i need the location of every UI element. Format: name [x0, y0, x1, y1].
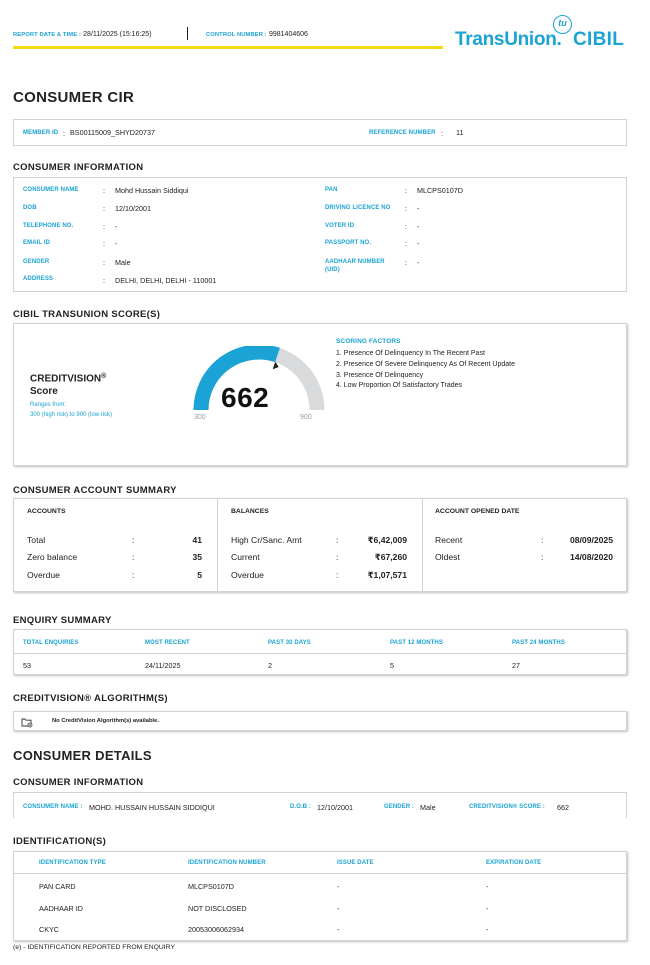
summary-divider — [422, 499, 423, 592]
page-title: CONSUMER CIR — [13, 89, 135, 106]
transunion-cibil-logo — [455, 14, 635, 54]
ci-value: MLCPS0107D — [417, 186, 463, 195]
enquiry-value: 24/11/2025 — [145, 661, 181, 670]
identifications-box — [13, 851, 627, 941]
id-header-divider — [14, 873, 626, 874]
id-cell: PAN CARD — [39, 882, 76, 891]
accounts-row-label: Overdue — [27, 570, 60, 580]
ci-label: ADDRESS — [23, 276, 54, 282]
creditvision-name: CREDITVISION — [30, 373, 102, 385]
ci-value: - — [417, 239, 420, 248]
consumer-information-box: CONSUMER NAME : Mohd Hussain Siddiqui DOB : 12/10/2001 TELEPHONE NO. : - EMAIL ID : - GENDER : Male ADDRESS : DELHI, DELHI, DELHI - 110001 PAN : MLCPS0107D DRIVING LICENCE NO : - VOTER ID : - PASSPORT NO. : - AADHAAR NUMBER (UID) : - — [13, 177, 627, 292]
id-cell: - — [337, 882, 340, 891]
tu-badge-icon — [553, 15, 572, 34]
gauge-max-label: 900 — [300, 414, 312, 421]
scoring-factor: 3. Presence Of Delinquency — [336, 372, 424, 379]
scoring-factor: 1. Presence Of Delinquency In The Recent Past — [336, 350, 485, 357]
accounts-row-value: 35 — [192, 552, 202, 562]
accounts-row-label: Zero balance — [27, 552, 78, 562]
accounts-row-value: 5 — [197, 570, 202, 580]
cd-gender-label: GENDER : — [384, 804, 415, 810]
opened-row-label: Recent — [435, 535, 463, 545]
enquiry-value: 5 — [390, 661, 394, 670]
opened-row-value: 14/08/2020 — [569, 552, 613, 562]
ci-label: DOB — [23, 205, 37, 211]
id-cell: - — [337, 904, 340, 913]
id-column-header: ISSUE DATE — [337, 860, 374, 866]
header-divider — [187, 27, 188, 40]
header-yellow-rule — [13, 46, 443, 49]
id-cell: - — [337, 925, 340, 934]
opened-title: ACCOUNT OPENED DATE — [435, 508, 520, 515]
consumer-details-heading: CONSUMER DETAILS — [13, 748, 152, 763]
ci-value: Mohd Hussain Siddiqui — [115, 186, 189, 195]
score-heading: CIBIL TRANSUNION SCORE(S) — [13, 309, 161, 320]
enquiry-value: 2 — [268, 661, 272, 670]
ci-value: Male — [115, 258, 131, 267]
cd-creditvision-value: 662 — [557, 803, 569, 812]
id-cell: NOT DISCLOSED — [188, 904, 247, 913]
account-summary-box: ACCOUNTS Total : 41 Zero balance : 35 Overdue : 5 BALANCES High Cr/Sanc. Amt : ₹6,42,009 Current : ₹67,260 Overdue : ₹1,07,571 ACCOUNT OPENED DATE Recent : 08/09/2025 Oldest : 14/08/2020 — [13, 498, 627, 592]
report-date-label: REPORT DATE & TIME : — [13, 32, 81, 38]
id-cell: 20053006062934 — [188, 925, 244, 934]
reference-number-label: REFERENCE NUMBER — [369, 130, 436, 136]
score-box — [13, 323, 627, 466]
algorithms-heading: CREDITVISION® ALGORITHM(S) — [13, 693, 168, 704]
id-cell: CKYC — [39, 925, 59, 934]
enquiry-column-header: MOST RECENT — [145, 640, 190, 646]
member-box: MEMBER ID : BS00115009_SHYD20737 REFERENCE NUMBER : 11 — [13, 119, 627, 146]
id-cell: AADHAAR ID — [39, 904, 83, 913]
enquiry-column-header: TOTAL ENQUIRIES — [23, 640, 79, 646]
enquiry-value: 53 — [23, 661, 31, 670]
cd-dob-value: 12/10/2001 — [317, 803, 353, 812]
algorithms-box — [13, 711, 627, 731]
scoring-factor: 4. Low Proportion Of Satisfactory Trades — [336, 382, 463, 389]
cd-name-label: CONSUMER NAME : — [23, 804, 83, 810]
ci-label: CONSUMER NAME — [23, 187, 79, 193]
summary-divider — [217, 499, 218, 592]
ci-value: 12/10/2001 — [115, 204, 151, 213]
ci-value: - — [115, 222, 118, 231]
id-cell: MLCPS0107D — [188, 882, 234, 891]
enquiry-summary-box — [13, 629, 627, 675]
control-number — [206, 29, 308, 38]
id-cell: - — [486, 882, 489, 891]
scoring-factor: 2. Presence Of Severe Delinquency As Of Recent Update — [336, 361, 515, 368]
member-id-label: MEMBER ID — [23, 130, 59, 136]
control-number-label: CONTROL NUMBER : — [206, 32, 267, 38]
balances-row-value: ₹1,07,571 — [367, 570, 407, 580]
score-ranges-line2: 300 (high risk) to 900 (low risk) — [30, 412, 113, 418]
creditvision-reg: ® — [101, 373, 107, 380]
tu-badge-text: tu — [558, 18, 567, 28]
balances-row-label: High Cr/Sanc. Amt — [231, 535, 302, 545]
control-number-value: 9981404606 — [268, 31, 308, 38]
report-date-value: 28/11/2025 (15:16:25) — [83, 31, 152, 38]
logo-transunion-text: TransUnion. — [455, 29, 562, 50]
ci-label: PAN — [325, 187, 338, 193]
cd-creditvision-label: CREDITVISION® SCORE : — [469, 804, 545, 810]
logo-cibil-text: CIBIL — [573, 29, 625, 50]
creditvision-title — [30, 373, 106, 385]
consumer-details-box — [13, 792, 627, 818]
ci-label: AADHAAR NUMBER — [325, 259, 385, 265]
accounts-row-value: 41 — [192, 535, 202, 545]
balances-row-label: Overdue — [231, 570, 264, 580]
ci-label: EMAIL ID — [23, 240, 51, 246]
ci-value: - — [115, 239, 118, 248]
balances-row-value: ₹6,42,009 — [367, 535, 407, 545]
enquiry-summary-heading: ENQUIRY SUMMARY — [13, 615, 112, 626]
id-column-header: EXPIRATION DATE — [486, 860, 542, 866]
id-column-header: IDENTIFICATION NUMBER — [188, 860, 266, 866]
enquiry-row-divider — [14, 653, 626, 654]
ci-label: PASSPORT NO. — [325, 240, 372, 246]
ci-label: DRIVING LICENCE NO — [325, 205, 391, 211]
folder-icon — [21, 717, 33, 728]
enquiry-column-header: PAST 12 MONTHS — [390, 640, 443, 646]
balances-row-label: Current — [231, 552, 260, 562]
report-date — [13, 29, 152, 38]
ci-value: - — [417, 222, 420, 231]
score-word: Score — [30, 386, 58, 397]
ci-label: VOTER ID — [325, 223, 355, 229]
score-ranges-line1: Ranges from: — [30, 402, 67, 408]
opened-row-label: Oldest — [435, 552, 460, 562]
score-value: 662 — [221, 382, 270, 413]
balances-row-value: ₹67,260 — [374, 552, 407, 562]
ci-label: TELEPHONE NO. — [23, 223, 74, 229]
accounts-row-label: Total — [27, 535, 46, 545]
id-column-header: IDENTIFICATION TYPE — [39, 860, 106, 866]
algorithms-message: No CreditVision Algorithm(s) available. — [52, 718, 159, 724]
ci-value: DELHI, DELHI, DELHI - 110001 — [115, 276, 217, 285]
id-cell: - — [486, 925, 489, 934]
ci-label-line2: (UID) — [325, 267, 340, 273]
cd-gender-value: Male — [420, 803, 436, 812]
cd-dob-label: D.O.B : — [290, 804, 312, 810]
gauge-min-label: 300 — [194, 414, 206, 421]
cd-name-value: MOHD. HUSSAIN HUSSAIN SIDDIQUI — [89, 803, 215, 812]
id-cell: - — [486, 904, 489, 913]
scoring-factors-heading: SCORING FACTORS — [336, 338, 401, 345]
enquiry-column-header: PAST 24 MONTHS — [512, 640, 565, 646]
reference-number-value: 11 — [456, 128, 464, 137]
identifications-heading: IDENTIFICATION(S) — [13, 836, 107, 847]
consumer-details-sub-heading: CONSUMER INFORMATION — [13, 777, 144, 788]
identification-footnote: (e) - IDENTIFICATION REPORTED FROM ENQUIRY — [13, 944, 175, 951]
consumer-information-heading: CONSUMER INFORMATION — [13, 162, 144, 173]
accounts-title: ACCOUNTS — [27, 508, 66, 515]
member-id-value: BS00115009_SHYD20737 — [70, 128, 155, 137]
ci-value: - — [417, 204, 420, 213]
opened-row-value: 08/09/2025 — [569, 535, 613, 545]
balances-title: BALANCES — [231, 508, 269, 515]
ci-value: - — [417, 258, 420, 267]
enquiry-value: 27 — [512, 661, 520, 670]
enquiry-column-header: PAST 30 DAYS — [268, 640, 311, 646]
ci-label: GENDER — [23, 259, 50, 265]
report-header — [0, 0, 650, 60]
account-summary-heading: CONSUMER ACCOUNT SUMMARY — [13, 485, 177, 496]
